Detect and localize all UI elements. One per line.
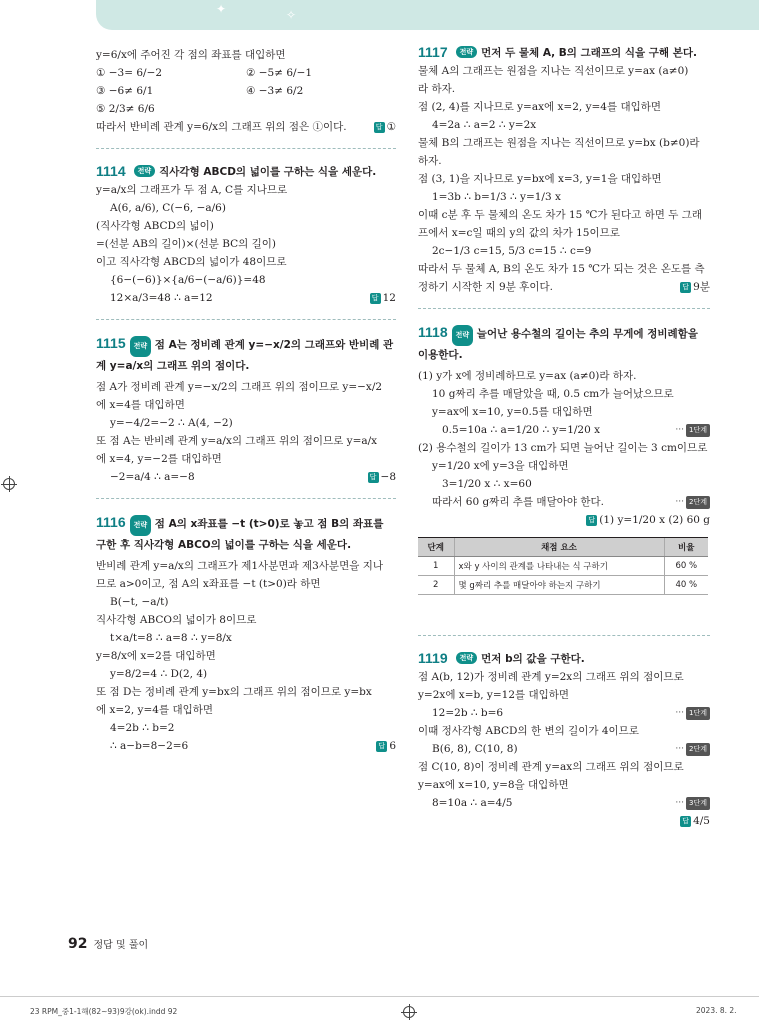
right-column — [418, 44, 710, 833]
solution-line: {6−(−6)}×{a/6−(−a/6)}=48 — [110, 274, 266, 286]
solution-line: 하자. — [418, 155, 442, 167]
table-cell: 40 % — [664, 576, 708, 595]
table-cell: 몇 g짜리 추를 매달아야 하는지 구하기 — [454, 576, 664, 595]
solution-line: 이때 정사각형 ABCD의 한 변의 길이가 4이므로 — [418, 725, 639, 737]
solution-line: 물체 B의 그래프는 원점을 지나는 직선이므로 y=bx (b≠0)라 — [418, 137, 700, 149]
strategy-text: 점 A는 정비례 관계 y=−x/2의 그래프와 반비례 관계 y=a/x의 그래프 위의 점이다. — [96, 339, 394, 372]
solution-line: 물체 A의 그래프는 원점을 지나는 직선이므로 y=ax (a≠0) — [418, 65, 689, 77]
solution-line: (2) 용수철의 길이가 13 cm가 되면 늘어난 길이는 3 cm이므로 — [418, 442, 708, 454]
problem-number: 1118 — [418, 324, 448, 340]
star-icon: ✦ — [216, 2, 227, 16]
table-header: 단계 — [418, 538, 454, 557]
solution-line: −2=a/4 ∴ a=−8 — [110, 471, 195, 483]
problem-number: 1114 — [96, 163, 126, 179]
strategy-text: 먼저 b의 값을 구한다. — [481, 652, 585, 665]
registration-mark-icon — [3, 478, 15, 490]
problem-1119 — [418, 650, 710, 828]
step-marker: ··· 1단계 — [675, 424, 710, 437]
strategy-tag: 전략 — [456, 652, 478, 664]
answer-badge-icon: 답 — [374, 122, 385, 133]
solution-line: (1) y가 x에 정비례하므로 y=ax (a≠0)라 하자. — [418, 370, 637, 382]
solution-line: 프에서 x=c일 때의 y의 값의 차가 15이므로 — [418, 227, 620, 239]
strategy-tag: 전략 — [130, 336, 152, 357]
table-row — [418, 576, 708, 595]
solution-line: 에 x=4, y=−2를 대입하면 — [96, 453, 222, 465]
problem-number: 1116 — [96, 514, 126, 530]
option: ④ −3≠ 6/2 — [246, 85, 304, 97]
left-column — [96, 44, 396, 758]
solution-line: 3=1/20 x ∴ x=60 — [442, 478, 532, 490]
strategy-text: 늘어난 용수철의 길이는 추의 무게에 정비례함을 이용한다. — [418, 328, 698, 361]
solution-line: 10 g짜리 추를 매달았을 때, 0.5 cm가 늘어났으므로 — [432, 388, 674, 400]
problem-number: 1115 — [96, 335, 126, 351]
solution-line: 4=2a ∴ a=2 ∴ y=2x — [432, 119, 537, 131]
imprint-left: 23 RPM_중1-1해(82~93)9강(ok).indd 92 — [30, 1007, 178, 1016]
answer-badge-icon: 답 — [680, 282, 691, 293]
strategy-tag: 전략 — [134, 165, 156, 177]
star-icon: ✧ — [286, 8, 297, 22]
problem-number: 1119 — [418, 650, 448, 666]
trim-line — [0, 996, 759, 997]
table-header: 비율 — [664, 538, 708, 557]
step-marker: ··· 1단계 — [675, 707, 710, 720]
answer-badge-icon: 답 — [368, 472, 379, 483]
divider — [418, 635, 710, 636]
divider — [96, 319, 396, 320]
solution-line: ∴ a−b=8−2=6 — [110, 740, 189, 752]
registration-mark-icon — [403, 1006, 415, 1018]
solution-line: y=ax에 x=10, y=8을 대입하면 — [418, 779, 569, 791]
option: ② −5≠ 6/−1 — [246, 67, 313, 79]
solution-line: 므로 a>0이고, 점 A의 x좌표를 −t (t>0)라 하면 — [96, 578, 321, 590]
page-footer — [68, 936, 148, 952]
solution-line: y=−4/2=−2 ∴ A(4, −2) — [110, 417, 233, 429]
solution-line: (직사각형 ABCD의 넓이) — [96, 220, 214, 232]
answer: 답 ① — [374, 121, 396, 134]
solution-line: y=8/x에 x=2를 대입하면 — [96, 650, 216, 662]
footer-label: 정답 및 풀이 — [93, 940, 149, 951]
solution-line: t×a/t=8 ∴ a=8 ∴ y=8/x — [110, 632, 232, 644]
solution-line: 4=2b ∴ b=2 — [110, 722, 175, 734]
solution-line: 에 x=4를 대입하면 — [96, 399, 185, 411]
table-header: 채점 요소 — [454, 538, 664, 557]
strategy-tag: 전략 — [130, 515, 152, 536]
solution-line: 점 C(10, 8)이 정비례 관계 y=ax의 그래프 위의 점이므로 — [418, 761, 684, 773]
answer: 답 6 — [376, 740, 396, 753]
solution-line: =(선분 AB의 길이)×(선분 BC의 길이) — [96, 238, 277, 250]
problem-1114 — [96, 163, 396, 305]
divider — [418, 308, 710, 309]
answer-badge-icon: 답 — [680, 816, 691, 827]
table-cell: 60 % — [664, 557, 708, 576]
solution-line: y=a/x의 그래프가 두 점 A, C를 지나므로 — [96, 184, 288, 196]
solution-line: 점 A(b, 12)가 정비례 관계 y=2x의 그래프 위의 점이므로 — [418, 671, 684, 683]
strategy-tag: 전략 — [452, 325, 474, 346]
step-marker: ··· 2단계 — [675, 743, 710, 756]
strategy-text: 점 A의 x좌표를 −t (t>0)로 놓고 점 B의 좌표를 구한 후 직사각형 ABCO의 넓이를 구하는 식을 세운다. — [96, 518, 384, 551]
step-marker: ··· 3단계 — [675, 797, 710, 810]
solution-line: 에 x=2, y=4를 대입하면 — [96, 704, 214, 716]
solution-line: 따라서 반비례 관계 y=6/x의 그래프 위의 점은 ①이다. — [96, 121, 347, 133]
problem-1117 — [418, 44, 710, 294]
strategy-tag: 전략 — [456, 46, 478, 58]
option: ⑤ 2/3≠ 6/6 — [96, 103, 155, 115]
answer: 답 12 — [370, 292, 396, 305]
page-number: 92 — [68, 936, 88, 952]
table-cell: 1 — [418, 557, 454, 576]
solution-line: 이때 c분 후 두 물체의 온도 차가 15 ℃가 된다고 하면 두 그래 — [418, 209, 703, 221]
solution-line: 점 (3, 1)을 지나므로 y=bx에 x=3, y=1을 대입하면 — [418, 173, 662, 185]
solution-line: y=2x에 x=b, y=12를 대입하면 — [418, 689, 570, 701]
solution-line: 0.5=10a ∴ a=1/20 ∴ y=1/20 x — [442, 424, 601, 436]
step-marker: ··· 2단계 — [675, 496, 710, 509]
solution-line: 라 하자. — [418, 83, 456, 95]
solution-line: 12×a/3=48 ∴ a=12 — [110, 292, 213, 304]
answer: 답 9분 — [680, 281, 710, 294]
solution-line: 반비례 관계 y=a/x의 그래프가 제1사분면과 제3사분면을 지나 — [96, 560, 383, 572]
solution-line: y=8/2=4 ∴ D(2, 4) — [110, 668, 208, 680]
answer-badge-icon: 답 — [376, 741, 387, 752]
answer: 답 4/5 — [680, 815, 710, 828]
solution-line: 정하기 시작한 지 9분 후이다. — [418, 281, 553, 293]
problem-1118 — [418, 323, 710, 595]
answer: 답 (1) y=1/20 x (2) 60 g — [586, 514, 710, 527]
table-row — [418, 557, 708, 576]
answer-badge-icon: 답 — [370, 293, 381, 304]
solution-line: 따라서 두 물체 A, B의 온도 차가 15 ℃가 되는 것은 온도를 측 — [418, 263, 705, 275]
solution-line: 따라서 60 g짜리 추를 매달아야 한다. — [432, 496, 604, 508]
table-cell: x와 y 사이의 관계를 나타내는 식 구하기 — [454, 557, 664, 576]
solution-line: 2c−1/3 c=15, 5/3 c=15 ∴ c=9 — [432, 245, 592, 257]
solution-line: y=6/x에 주어진 각 점의 좌표를 대입하면 — [96, 49, 286, 61]
strategy-text: 먼저 두 물체 A, B의 그래프의 식을 구해 본다. — [481, 46, 697, 59]
option: ① −3= 6/−2 — [96, 67, 163, 79]
solution-line: 1=3b ∴ b=1/3 ∴ y=1/3 x — [432, 191, 561, 203]
answer-badge-icon: 답 — [586, 515, 597, 526]
grading-table — [418, 537, 708, 595]
solution-line: B(6, 8), C(10, 8) — [432, 743, 518, 755]
solution-line: A(6, a/6), C(−6, −a/6) — [110, 202, 226, 214]
table-cell: 2 — [418, 576, 454, 595]
solution-line: 이고 직사각형 ABCD의 넓이가 48이므로 — [96, 256, 287, 268]
solution-line: 점 (2, 4)를 지나므로 y=ax에 x=2, y=4를 대입하면 — [418, 101, 662, 113]
solution-line: 8=10a ∴ a=4/5 — [432, 797, 513, 809]
solution-line: B(−t, −a/t) — [110, 596, 169, 608]
imprint-right: 2023. 8. 2. — [696, 1006, 737, 1015]
answer: 답 −8 — [368, 471, 396, 484]
problem-1115 — [96, 334, 396, 484]
divider — [96, 498, 396, 499]
solution-line: 12=2b ∴ b=6 — [432, 707, 504, 719]
option: ③ −6≠ 6/1 — [96, 85, 154, 97]
solution-line: y=1/20 x에 y=3을 대입하면 — [432, 460, 569, 472]
divider — [96, 148, 396, 149]
problem-1113-continued — [96, 49, 396, 134]
problem-number: 1117 — [418, 44, 448, 60]
solution-line: 점 A가 정비례 관계 y=−x/2의 그래프 위의 점이므로 y=−x/2 — [96, 381, 383, 393]
strategy-text: 직사각형 ABCD의 넓이를 구하는 식을 세운다. — [159, 165, 377, 178]
solution-line: 또 점 D는 정비례 관계 y=bx의 그래프 위의 점이므로 y=bx — [96, 686, 372, 698]
solution-line: 직사각형 ABCO의 넓이가 8이므로 — [96, 614, 257, 626]
solution-line: y=ax에 x=10, y=0.5를 대입하면 — [432, 406, 593, 418]
top-color-band — [96, 0, 759, 30]
solution-line: 또 점 A는 반비례 관계 y=a/x의 그래프 위의 점이므로 y=a/x — [96, 435, 378, 447]
problem-1116 — [96, 513, 396, 753]
